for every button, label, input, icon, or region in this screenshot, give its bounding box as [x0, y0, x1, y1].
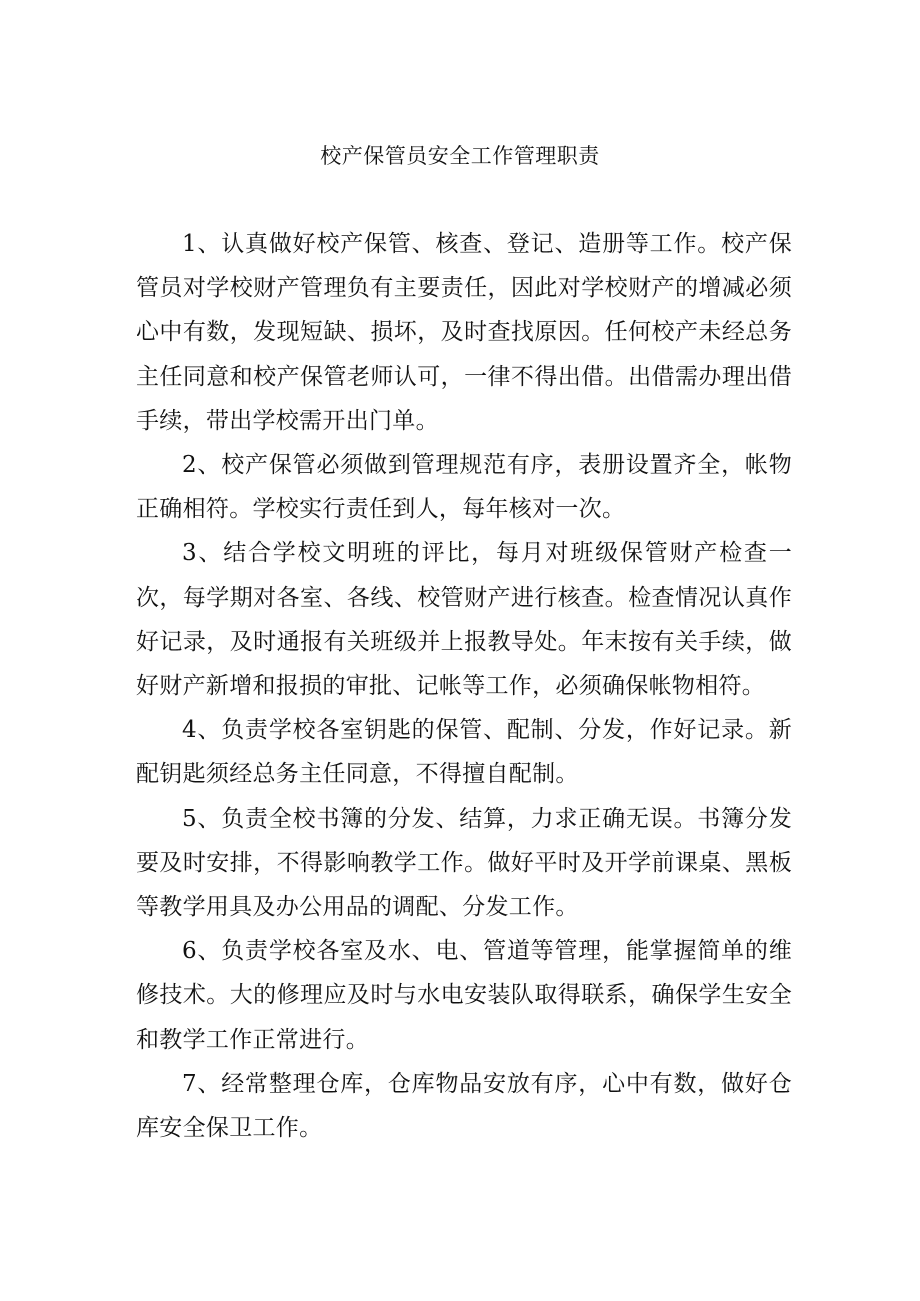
- document-title: 校产保管员安全工作管理职责: [320, 144, 600, 168]
- paragraph-4: 4、负责学校各室钥匙的保管、配制、分发，作好记录。新配钥匙须经总务主任同意，不得擅自配制。: [136, 717, 792, 788]
- paragraph-3: 3、结合学校文明班的评比，每月对班级保管财产检查一次，每学期对各室、各线、校管财产进行核查。检查情况认真作好记录，及时通报有关班级并上报教导处。年末按有关手续，做好财产新增和报损的审批、记帐等工作，必须确保帐物相符。: [136, 540, 792, 700]
- document-body: [136, 222, 792, 1150]
- paragraph-5: 5、负责全校书簿的分发、结算，力求正确无误。书簿分发要及时安排，不得影响教学工作。做好平时及开学前课桌、黑板等教学用具及办公用品的调配、分发工作。: [136, 805, 792, 921]
- paragraph-2: 2、校产保管必须做到管理规范有序，表册设置齐全，帐物正确相符。学校实行责任到人，每年核对一次。: [136, 452, 792, 523]
- paragraph-6: 6、负责学校各室及水、电、管道等管理，能掌握简单的维修技术。大的修理应及时与水电安装队取得联系，确保学生安全和教学工作正常进行。: [136, 938, 792, 1053]
- paragraph-7: 7、经常整理仓库，仓库物品安放有序，心中有数，做好仓库安全保卫工作。: [136, 1070, 792, 1142]
- paragraph-1: 1、认真做好校产保管、核查、登记、造册等工作。校产保管员对学校财产管理负有主要责任，因此对学校财产的增减必须心中有数，发现短缺、损坏，及时查找原因。任何校产未经总务主任同意和校产保管老师认可，一律不得出借。出借需办理出借手续，带出学校需开出门单。: [136, 231, 792, 434]
